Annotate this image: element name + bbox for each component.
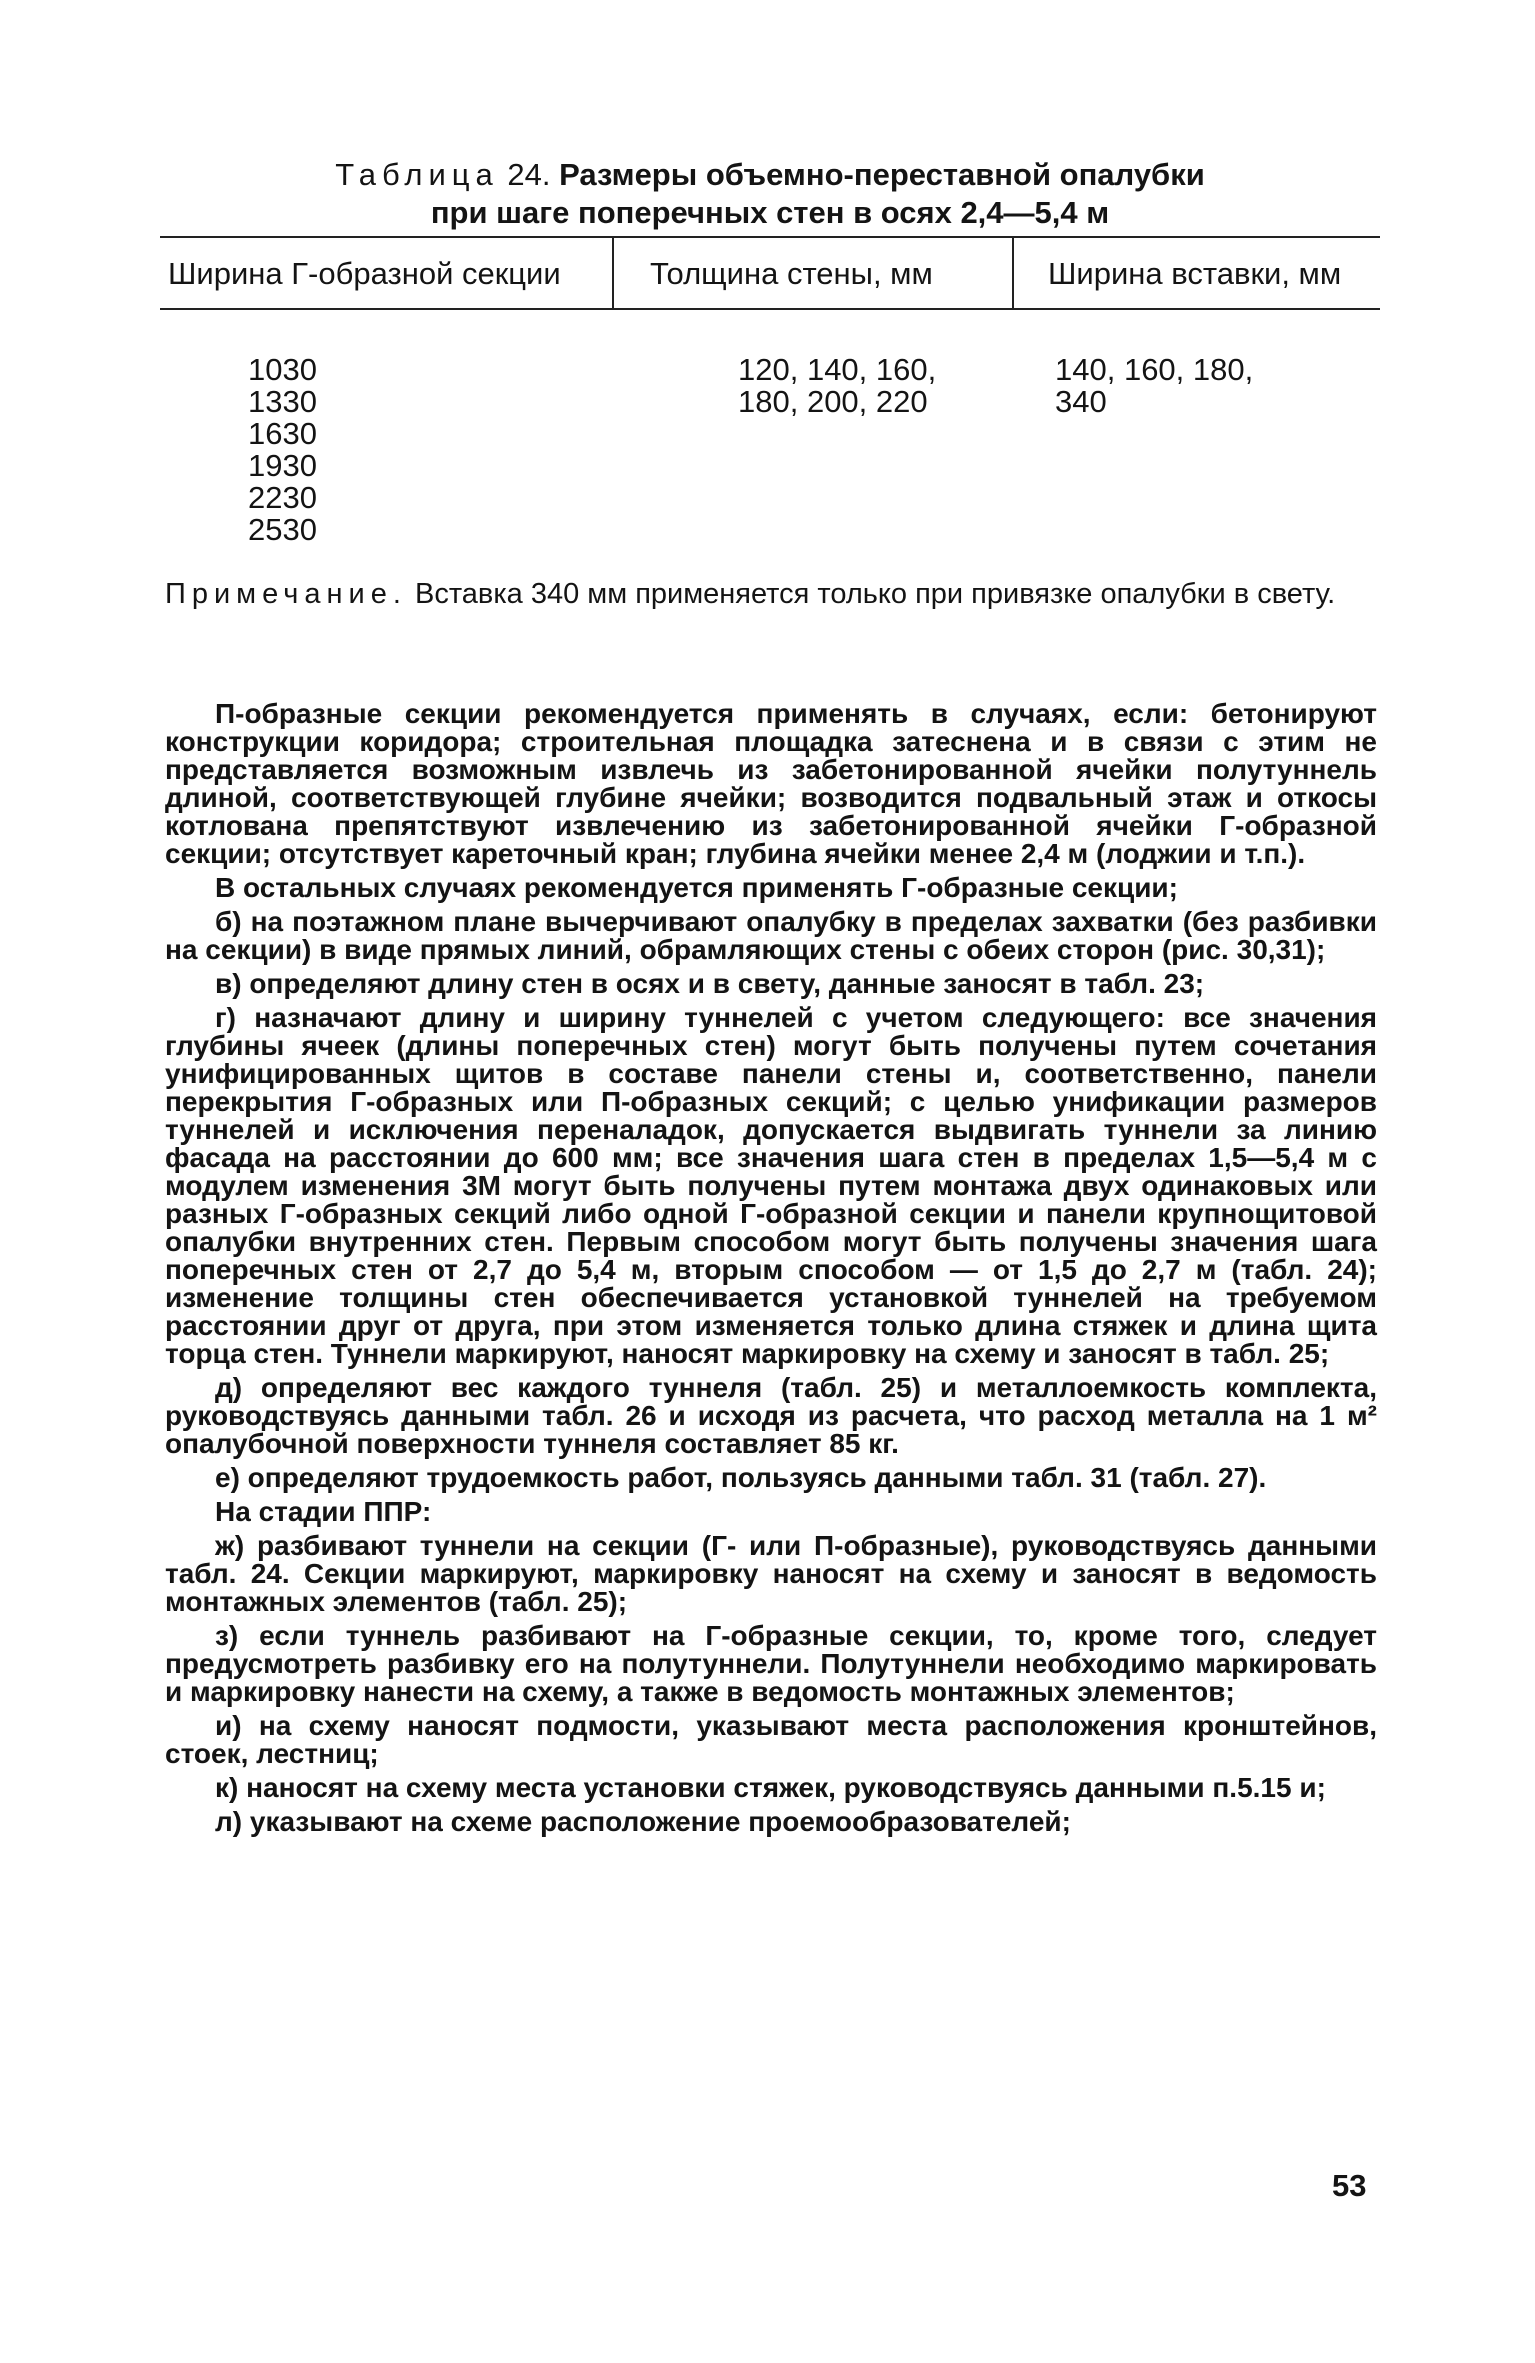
table-top-rule — [160, 236, 1380, 238]
table-column-thickness — [738, 354, 936, 418]
paragraph: ж) разбивают туннели на секции (Г- или П-образные), руководствуясь данными табл. 24. Секции маркируют, маркировку наносят на схему и заносят в ведомость монтажных элементов (табл. 25); — [165, 1530, 1377, 1617]
table-header-wall-thickness: Толщина стены, мм — [650, 256, 933, 291]
caption-number: 24. — [498, 157, 560, 192]
paragraph: В остальных случаях рекомендуется применять Г-образные секции; — [215, 872, 1178, 903]
table-column-divider-2 — [1012, 236, 1014, 310]
paragraph: л) указывают на схеме расположение проемообразователей; — [215, 1806, 1071, 1837]
table-column-widths — [248, 354, 317, 546]
note-text: Вставка 340 мм применяется только при привязке опалубки в свету. — [406, 578, 1336, 610]
paragraph: з) если туннель разбивают на Г-образные секции, то, кроме того, следует предусмотреть разбивку его на полутуннели. Полутуннели необходимо маркировать и маркировку нанести на схему, а также в ведомость монтажных элементов; — [165, 1620, 1377, 1707]
paragraph: д) определяют вес каждого туннеля (табл. 25) и металлоемкость комплекта, руководствуясь данными табл. 26 и исходя из расчета, что расход металла на 1 м² опалубочной поверхности туннеля составляет 85 кг. — [165, 1372, 1377, 1459]
caption-title-1: Размеры объемно-переставной опалубки — [559, 157, 1205, 192]
table-cell: 180, 200, 220 — [738, 384, 928, 419]
paragraph: На стадии ППР: — [215, 1496, 432, 1527]
table-column-inserts — [1055, 354, 1253, 418]
table-cell: 2530 — [248, 512, 317, 547]
paragraph: г) назначают длину и ширину туннелей с учетом следующего: все значения глубины ячеек (длины поперечных стен) могут быть получены путем сочетания унифицированных щитов в составе панели стены и, соответственно, панели перекрытия Г-образных или П-образных секций; с целью унификации размеров туннелей и исключения переналадок, допускается выдвигать туннели за линию фасада на расстоянии до 600 мм; все значения шага стен в пределах 1,5—5,4 м с модулем изменения 3М могут быть получены путем монтажа двух одинаковых или разных Г-образных секций либо одной Г-образной секции и панели крупнощитовой опалубки внутренних стен. Первым способом могут быть получены значения шага поперечных стен от 2,7 до 5,4 м, вторым способом — от 1,5 до 2,7 м (табл. 24); изменение толщины стен обеспечивается установкой туннелей на требуемом расстоянии друг от друга, при этом изменяется только длина стяжек и длина щита торца стен. Туннели маркируют, наносят маркировку на схему и заносят в табл. 25; — [165, 1002, 1377, 1369]
table-header-insert-width: Ширина вставки, мм — [1048, 256, 1342, 291]
caption-line-2 — [160, 194, 1380, 232]
caption-line-1 — [160, 156, 1380, 194]
table-cell: 1330 — [248, 384, 317, 419]
caption-title-2: при шаге поперечных стен в осях 2,4—5,4 м — [430, 195, 1110, 230]
table-cell: 1030 — [248, 352, 317, 387]
paragraph: и) на схему наносят подмости, указывают места расположения кронштейнов, стоек, лестниц; — [165, 1710, 1377, 1769]
body-text — [165, 700, 1377, 1842]
caption-lead: Таблица — [335, 157, 499, 192]
paragraph: П-образные секции рекомендуется применять в случаях, если: бетонируют конструкции коридора; строительная площадка затеснена и в связи с этим не представляется возможным извлечь из забетонированной ячейки полутуннель длиной, соответствующей глубине ячейки; возводится подвальный этаж и откосы котлована препятствуют извлечению из забетонированной ячейки Г-образной секции; отсутствует кареточный кран; глубина ячейки менее 2,4 м (лоджии и т.п.). — [165, 698, 1377, 869]
table-header-rule — [160, 308, 1380, 310]
table-cell: 1930 — [248, 448, 317, 483]
table-cell: 140, 160, 180, — [1055, 352, 1254, 387]
table-cell: 1630 — [248, 416, 317, 451]
paragraph: в) определяют длину стен в осях и в свету, данные заносят в табл. 23; — [215, 968, 1205, 999]
paragraph: е) определяют трудоемкость работ, пользуясь данными табл. 31 (табл. 27). — [215, 1462, 1267, 1493]
table-cell: 2230 — [248, 480, 317, 515]
page-number: 53 — [1332, 2168, 1367, 2203]
table-column-divider-1 — [612, 236, 614, 310]
paragraph: к) наносят на схему места установки стяжек, руководствуясь данными п.5.15 и; — [215, 1772, 1326, 1803]
table-cell: 340 — [1055, 384, 1107, 419]
paragraph: б) на поэтажном плане вычерчивают опалубку в пределах захватки (без разбивки на секции) в виде прямых линий, обрамляющих стены с обеих сторон (рис. 30,31); — [165, 906, 1377, 965]
table-caption — [160, 156, 1380, 232]
note-label: Примечание. — [165, 578, 407, 610]
table-header-width-g: Ширина Г-образной секции — [168, 256, 561, 291]
table-note — [165, 578, 1380, 610]
table-cell: 120, 140, 160, — [738, 352, 937, 387]
